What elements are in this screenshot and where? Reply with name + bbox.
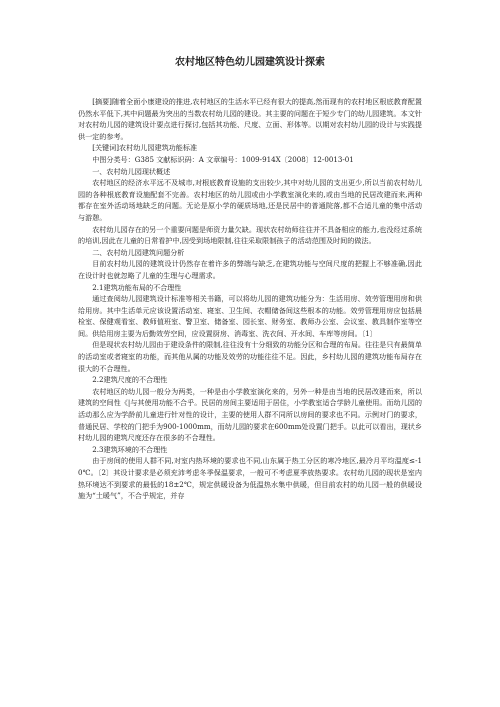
subsection-heading-2-3: 2.3建筑环境的不合理性 [92, 444, 168, 454]
body-paragraph: 农村地区的经济水平远不及城市,对根底教育设施的支出较少,其中对幼儿园的支出更少,所以当前农村幼儿园的各种根底教育设施配套不完善。农村地区的幼儿园或由小学教室演化来的,或由当地的民居改建而来,两种都存在室外活动场地缺乏的问题。无论是原小学的硬质场地,还是民居中的普通院落,都不合适儿童的集中活动与游憩。 [78, 178, 422, 222]
subsection-heading-2-2: 2.2建筑尺度的不合理性 [92, 375, 168, 385]
body-paragraph: 农村地区的幼儿园一般分为两类，一种是由小学教室演化来的，另外一种是由当地的民居改建而来，所以建筑的空间性《|与其使用功能不合乎。民居的房间主要适用于居住，小学教室适合学龄儿童使用。而幼儿园的活动那么应为学龄前儿童进行针对性的设计，主要的使用人群不同所以房间的要求也不同。示例对门的要求，普通民居、学校的门把手为900-1000mm，而幼儿园的要求在600mm处设置门把手。以此可以看出，现状乡村幼儿园的建筑尺度还存在很多的不合理性。 [78, 386, 422, 443]
body-paragraph: 目前农村幼儿园的建筑设计仍然存在着许多的弊端与缺乏,在建筑功能与空间尺度的把握上不够准确,因此在设计时也就忽略了儿童的生理与心理需求。 [78, 259, 422, 280]
body-paragraph: 通过查阅幼儿园建筑设计标准等相关书籍，可以将幼儿园的建筑功能分为：生活用房、效劳管理用房和供给用房。其中生活单元应该设置活动室、寝室、卫生间、衣帽储备间这些根本的功能。效劳管理用房应包括晨检室、保健观看室、教师值班室、警卫室、储备室、园长室、财务室、教师办公室、会议室、教具制作室等空间。供给用房主要为后勤效劳空间，应设置厨房、消毒室、洗衣间、开水间、车库等房间。〔1〕 [78, 294, 422, 338]
section-heading-1: 一、农村幼儿园现状概述 [92, 166, 171, 176]
body-paragraph: 农村幼儿园存在的另一个重要问题是师资力量欠缺。现状农村幼师往往并不具备相应的能力,也没经过系统的培训,因此在儿童的日常看护中,因受到场地限制,往往采取限制孩子的活动范围及时间的做法。 [78, 224, 422, 246]
body-paragraph: 由于房间的使用人群不同,对室内热环境的要求也不同,山东属于热工分区的寒冷地区,最冷月平均温度≤-10℃。〔2〕其设计要求是必须充沛考虑冬季保温要求，一般可不考虑夏季放热要求。农村幼儿园的现状是室内热环境达不到要求的最低的18±2℃，规定供暖设备为低温热水集中供暖，但目前农村的幼儿园一般的供暖设施为“土暖气”，不合乎规定，并存 [78, 456, 422, 501]
keywords-line: [关键词]农村幼儿园建筑功能标准 [92, 143, 198, 153]
subsection-heading-2-1: 2.1建筑功能布局的不合理性 [92, 282, 182, 292]
document-title: 农村地区特色幼儿园建筑设计探索 [175, 57, 325, 68]
abstract-paragraph: [摘要]随着全面小康建设的推进,农村地区的生活水平已经有很大的提高,然而现有的农村地区根底教育配置仍然水平低下,其中问题最为突出的当数农村幼儿园的建设。其主要的问题在于短少专门的幼儿园建筑。本文针对农村幼儿园的建筑设计要点进行探讨,包括其功能、尺度、立面、形体等。以期对农村幼儿园的设计与实践提供一定的参考。 [78, 97, 422, 141]
classification-line: 中图分类号：G385 文献标识码：A 文章编号：1009-914X〔2008〕12-0013-01 [92, 154, 354, 164]
body-paragraph: 但是现状农村幼儿园由于建设条件的限制,往往没有十分细致的功能分区和合理的布局。往往是只有最简单的活动室或者寝室的功能，而其他从属的功能及效劳的功能往往不足。因此，乡村幼儿园的建筑功能布局存在很大的不合理性。 [78, 340, 422, 373]
section-heading-2: 二、农村幼儿园建筑问题分析 [92, 247, 185, 257]
